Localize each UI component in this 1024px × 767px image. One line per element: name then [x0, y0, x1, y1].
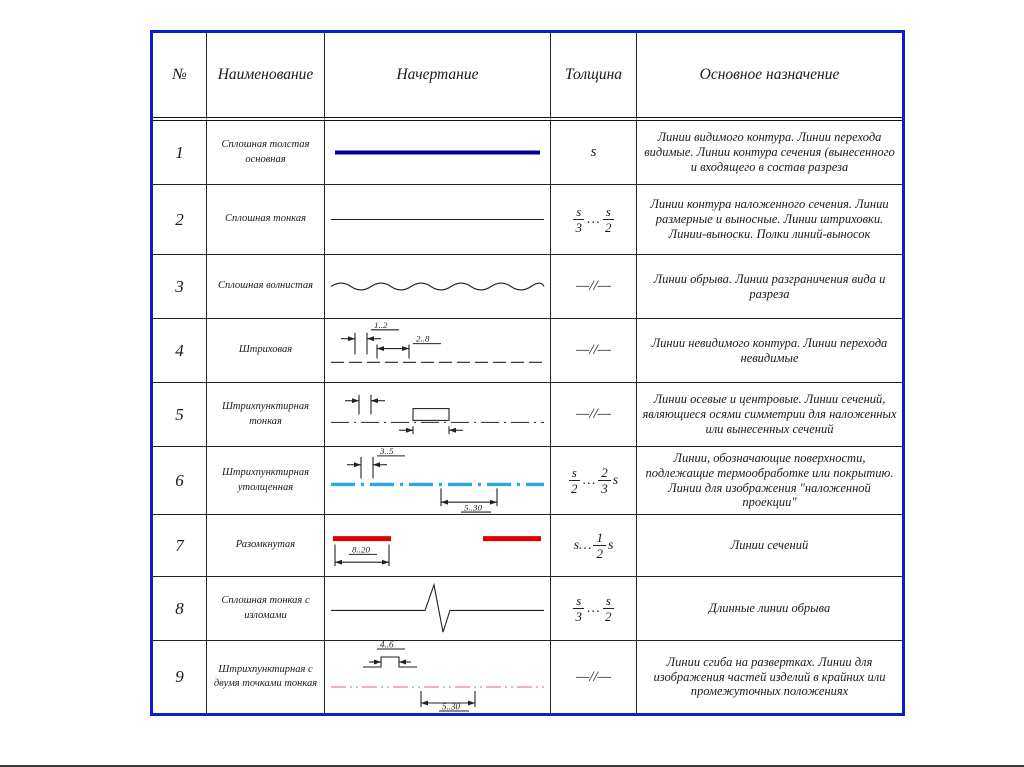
dim-label: 1..2	[374, 319, 388, 330]
row-number: 1	[153, 121, 207, 185]
table-row	[153, 383, 902, 447]
table-row	[153, 185, 902, 255]
line-purpose: Линии обрыва. Линии разграничения вида и разреза	[637, 255, 902, 319]
row-number: 5	[153, 383, 207, 447]
line-name: Сплошная тонкая с изломами	[207, 577, 325, 641]
line-sample-zigzag	[325, 577, 551, 641]
header-drawing: Начертание	[325, 33, 551, 121]
line-name: Сплошная тонкая	[207, 185, 325, 255]
line-name: Штриховая	[207, 319, 325, 383]
line-purpose: Линии видимого контура. Линии перехода видимые. Линии контура сечения (вынесенного и входящего в состав разреза	[637, 121, 902, 185]
line-thickness: —//—	[551, 383, 637, 447]
line-purpose: Линии контура наложенного сечения. Линии размерные и выносные. Линии штриховки. Линии-выноски. Полки линий-выносок	[637, 185, 902, 255]
line-sample-open	[325, 515, 551, 577]
dim-label: 8..20	[352, 544, 370, 555]
dim-label: 3..5	[380, 447, 394, 456]
line-purpose: Линии невидимого контура. Линии перехода невидимые	[637, 319, 902, 383]
line-name: Сплошная волнистая	[207, 255, 325, 319]
line-sample-solid-thick	[325, 121, 551, 185]
line-thickness: s	[551, 121, 637, 185]
line-name: Сплошная толстая основная	[207, 121, 325, 185]
table-header-row	[153, 33, 902, 121]
table-row	[153, 319, 902, 383]
table-row	[153, 515, 902, 577]
dim-label: 5..30	[442, 701, 460, 712]
line-name: Разомкнутая	[207, 515, 325, 577]
line-sample-wavy	[325, 255, 551, 319]
row-number: 8	[153, 577, 207, 641]
row-number: 4	[153, 319, 207, 383]
line-purpose: Линии, обозначающие поверхности, подлежащие термообработке или покрытию. Линии для изображения "наложенной проекции"	[637, 447, 902, 515]
line-name: Штрихпунктирная тонкая	[207, 383, 325, 447]
line-thickness: s 2 … 2 3 s	[551, 447, 637, 515]
dim-label: 4..6	[380, 641, 394, 650]
line-thickness: s 3 … s 2	[551, 185, 637, 255]
line-thickness: —//—	[551, 319, 637, 383]
row-number: 2	[153, 185, 207, 255]
row-number: 7	[153, 515, 207, 577]
row-number: 9	[153, 641, 207, 713]
line-types-table	[150, 30, 905, 716]
line-sample-dash-dot	[325, 383, 551, 447]
line-purpose: Линии сгиба на развертках. Линии для изображения частей изделий в крайних или промежуточных положениях	[653, 654, 886, 699]
line-name: Штрихпунктирная утолщенная	[207, 447, 325, 515]
table-row	[153, 577, 902, 641]
line-sample-dash-dot-thick	[325, 447, 551, 515]
dim-label: 5..30	[464, 502, 482, 513]
line-sample-dashed	[325, 319, 551, 383]
line-thickness: —//—	[551, 255, 637, 319]
header-purpose: Основное назначение	[637, 33, 902, 121]
line-thickness: —//—	[551, 641, 637, 713]
header-num: №	[153, 33, 207, 121]
header-thickness: Толщина	[551, 33, 637, 121]
table-row	[153, 447, 902, 515]
line-purpose: Линии осевые и центровые. Линии сечений, являющиеся осями симметрии для наложенных или вынесенных сечений	[637, 383, 902, 447]
dim-label: 2..8	[416, 333, 430, 344]
table-row	[153, 641, 902, 713]
line-purpose: Линии сечений	[637, 515, 902, 577]
header-name: Наименование	[207, 33, 325, 121]
line-purpose: Длинные линии обрыва	[637, 577, 902, 641]
row-number: 6	[153, 447, 207, 515]
line-name: Штрихпунктирная с двумя точками тонкая	[207, 641, 325, 713]
line-thickness: s 3 … s 2	[551, 577, 637, 641]
line-sample-solid-thin	[325, 185, 551, 255]
line-sample-dash-two-dots	[325, 641, 551, 713]
table-row	[153, 121, 902, 185]
row-number: 3	[153, 255, 207, 319]
line-thickness: s… 1 2 s	[551, 515, 637, 577]
table-row	[153, 255, 902, 319]
